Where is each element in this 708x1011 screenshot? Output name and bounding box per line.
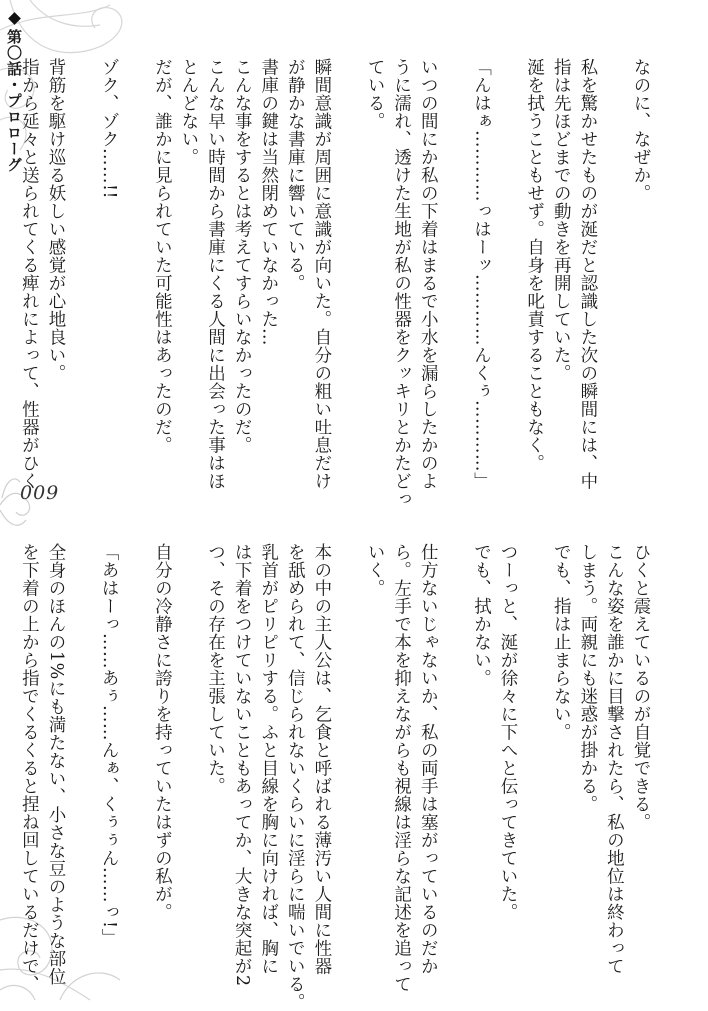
text-line: 乳首がピリピリする。ふと目線を胸に向ければ、胸に: [258, 543, 279, 975]
text-line: は下着をつけていないこともあってか、大きな突起が2: [232, 543, 253, 987]
text-line: 涎を拭うこともせず。自身を叱責することもなく。: [524, 58, 545, 472]
text-line: 指は先ほどまでの動きを再開していた。: [551, 58, 572, 382]
text-line: ら。左手で本を抑えながらも視線は淫らな記述を追って: [391, 543, 412, 993]
text-line: ゾク、ゾク……!!: [99, 58, 120, 200]
text-line: しまう。両親にも迷惑が掛かる。: [577, 543, 598, 813]
text-line: なのに、なぜか。: [631, 58, 651, 202]
text-line: つ、その存在を主張していた。: [205, 543, 226, 795]
text-block-lower: [19, 543, 654, 1011]
text-line: 仕方ないじゃないか、私の両手は塞がっているのだか: [418, 543, 439, 975]
text-line: 背筋を駆け巡る妖しい感覚が心地良い。: [45, 58, 66, 382]
text-line: 瞬間意識が周囲に意識が向いた。自分の粗い吐息だけ: [311, 58, 332, 490]
diamond-bullet-icon: [8, 12, 21, 25]
text-line: ひくと震えているのが自覚できる。: [631, 543, 651, 831]
text-line: ている。: [365, 58, 386, 130]
text-line: こんな早い時間から書庫にくる人間に出会った事はほ: [205, 58, 226, 490]
text-line: 書庫の鍵は当然閉めていなかった…: [258, 58, 279, 346]
text-line: 「んはぁ…………っはーッ…………んくぅ…………」: [471, 58, 492, 490]
text-line: を下着の上から指でくるくると捏ね回しているだけで、: [19, 543, 40, 993]
text-line: 全身のほんの1%にも満たない、小さな豆のような部位: [45, 543, 66, 986]
page-number: 009: [20, 482, 60, 504]
text-line: つーっと、涎が徐々に下へと伝ってきていた。: [498, 543, 519, 921]
text-line: いく。: [365, 543, 386, 597]
text-line: 指から延々と送られてくる痺れによって、性器がひく: [19, 58, 40, 490]
text-line: を舐められて、信じられないくらいに淫らに喘いでいる。: [285, 543, 306, 1011]
text-line: でも、拭かない。: [471, 543, 492, 687]
text-line: いつの間にか私の下着はまるで小水を漏らしたかのよ: [418, 58, 439, 490]
text-line: とんどない。: [178, 58, 199, 166]
text-line: こんな姿を誰かに目撃されたら、私の地位は終わって: [604, 543, 625, 975]
text-line: 自分の冷静さに誇りを持っていたはずの私が。: [152, 543, 173, 921]
text-line: こんな事をするとは考えてすらいなかったのだ。: [232, 58, 253, 454]
text-line: だが、誰かに見られていた可能性はあったのだ。: [152, 58, 173, 454]
text-line: 私を驚かせたものが涎だと認識した次の瞬間には、中: [577, 58, 598, 490]
text-line: 「あはーっ……あぅ……んぁ、くぅぅん……っ!」: [99, 543, 120, 947]
text-line: うに濡れ、透けた生地が私の性器をクッキリとかたどっ: [391, 58, 412, 508]
chapter-title: 第〇話・プロローグ: [5, 29, 23, 173]
text-line: 本の中の主人公は、乞食と呼ばれる薄汚い人間に性器: [311, 543, 332, 975]
text-line: でも、指は止まらない。: [551, 543, 572, 741]
text-line: が静かな書庫に響いている。: [285, 58, 306, 292]
